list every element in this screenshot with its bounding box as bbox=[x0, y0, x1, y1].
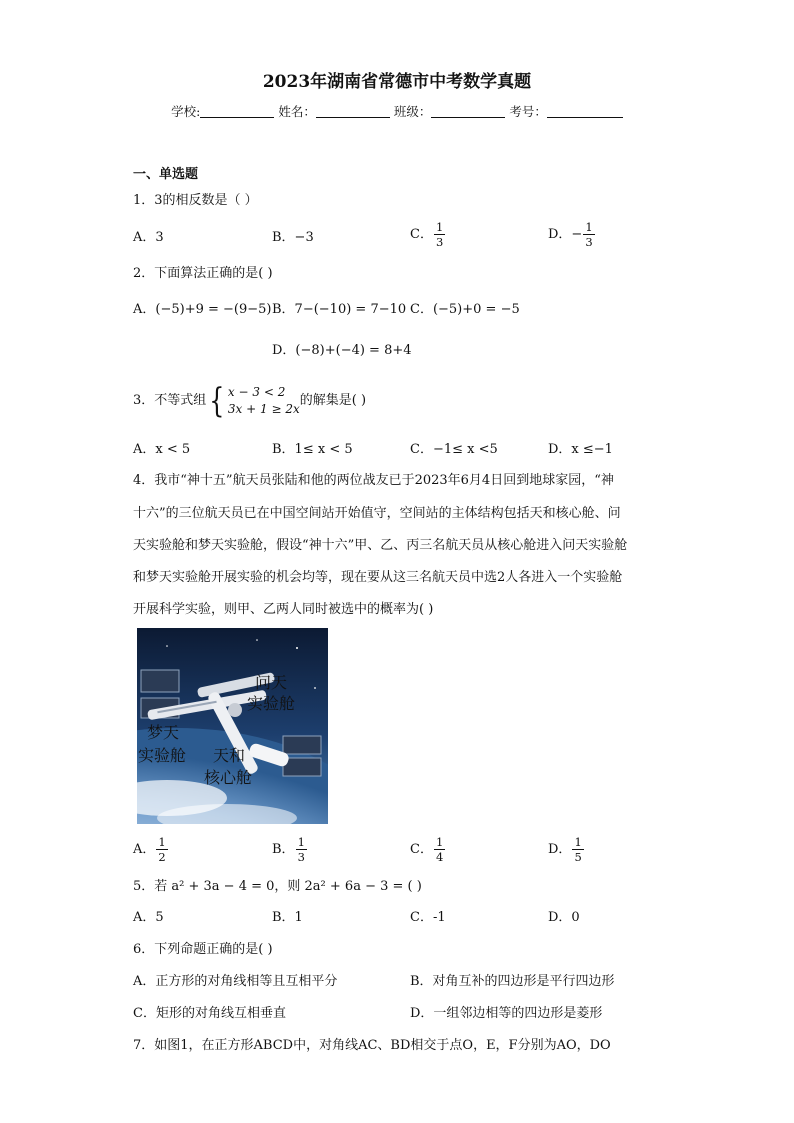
fraction-numerator: 1 bbox=[435, 835, 444, 849]
fraction-denominator: 3 bbox=[585, 235, 593, 249]
name-label: 姓名： bbox=[278, 104, 316, 119]
q6-option-c[interactable]: C．矩形的对角线互相垂直 bbox=[133, 1006, 286, 1021]
fraction-denominator: 4 bbox=[435, 850, 444, 864]
page-title: 2023年湖南省常德市中考数学真题 bbox=[262, 72, 532, 92]
q4-line-4: 和梦天实验舱开展实验的机会均等，现在要从这三名航天员中选2人各进入一个实验舱 bbox=[133, 570, 623, 585]
q4-line-5: 开展科学实验，则甲、乙两人同时被选中的概率为( ) bbox=[133, 602, 434, 617]
q4-line-3: 天实验舱和梦天实验舱，假设“神十六”甲、乙、丙三名航天员从核心舱进入问天实验舱 bbox=[133, 538, 628, 553]
q4-option-c-fraction bbox=[434, 836, 445, 863]
fraction-denominator: 5 bbox=[574, 850, 582, 864]
section-title: 一、单选题 bbox=[133, 167, 199, 182]
q4-option-a-fraction bbox=[156, 836, 167, 863]
label-tianhe-2: 核心舱 bbox=[204, 768, 253, 787]
q4-option-d[interactable] bbox=[548, 836, 585, 863]
q5-option-c[interactable]: C．-1 bbox=[410, 910, 446, 925]
label-wentian-1: 问天 bbox=[255, 673, 288, 692]
class-label: 班级： bbox=[393, 104, 432, 119]
inequality-2: 3x + 1 ≥ 2x bbox=[227, 401, 300, 416]
fraction-numerator: 1 bbox=[158, 835, 166, 849]
q1-option-d[interactable] bbox=[548, 221, 596, 248]
q4-option-a[interactable] bbox=[133, 836, 169, 863]
q2-option-b[interactable]: B．7−(−10) = 7−10 bbox=[272, 302, 407, 317]
q6-option-d[interactable]: D．一组邻边相等的四边形是菱形 bbox=[410, 1006, 603, 1021]
q4-option-d-fraction bbox=[572, 836, 583, 863]
q3-option-a[interactable]: A．x < 5 bbox=[133, 442, 191, 457]
q2-option-a[interactable]: A．(−5)+9 = −(9−5) bbox=[133, 302, 272, 317]
q3-option-b[interactable]: B．1≤ x < 5 bbox=[272, 442, 353, 457]
fraction-numerator: 1 bbox=[574, 835, 582, 849]
student-info-line bbox=[0, 104, 794, 120]
label-mengtian-2: 实验舱 bbox=[138, 746, 187, 765]
q5-stem: 5．若 a² + 3a − 4 = 0，则 2a² + 6a − 3 = ( ) bbox=[133, 879, 422, 894]
q4-option-a-label: A． bbox=[133, 842, 156, 857]
q1-stem: 1．3的相反数是（ ） bbox=[133, 193, 258, 208]
q1-option-d-fraction bbox=[583, 221, 594, 248]
school-label: 学校: bbox=[171, 104, 201, 119]
q4-option-c-label: C． bbox=[410, 842, 433, 857]
q3-option-d[interactable]: D．x ≤−1 bbox=[548, 442, 613, 457]
q6-option-b[interactable]: B．对角互补的四边形是平行四边形 bbox=[410, 974, 615, 989]
q4-option-b[interactable] bbox=[272, 836, 308, 863]
q4-line-2: 十六”的三位航天员已在中国空间站开始值守，空间站的主体结构包括天和核心舱、问 bbox=[133, 506, 621, 521]
fraction-denominator: 3 bbox=[435, 235, 444, 249]
q5-option-b[interactable]: B．1 bbox=[272, 910, 303, 925]
q5-option-a[interactable]: A．5 bbox=[133, 910, 164, 925]
q3-stem-prefix: 3．不等式组 bbox=[133, 393, 207, 408]
name-blank[interactable] bbox=[316, 104, 390, 118]
q1-option-c-label: C． bbox=[410, 227, 433, 242]
q1-option-d-label: D．− bbox=[548, 227, 583, 242]
class-blank[interactable] bbox=[431, 104, 505, 118]
q1-option-b[interactable]: B．−3 bbox=[272, 230, 314, 245]
fraction-denominator: 3 bbox=[297, 850, 305, 864]
space-station-image bbox=[137, 628, 328, 824]
q1-option-c[interactable] bbox=[410, 221, 446, 248]
fraction-numerator: 1 bbox=[297, 835, 305, 849]
label-wentian-2: 实验舱 bbox=[247, 694, 296, 713]
fraction-numerator: 1 bbox=[435, 220, 444, 234]
label-mengtian-1: 梦天 bbox=[147, 723, 180, 742]
q3-option-c[interactable]: C．−1≤ x <5 bbox=[410, 442, 498, 457]
inequality-system bbox=[228, 384, 300, 418]
q2-stem: 2．下面算法正确的是( ) bbox=[133, 266, 273, 281]
fraction-denominator: 2 bbox=[158, 850, 166, 864]
inequality-1: x − 3 < 2 bbox=[227, 384, 286, 399]
q4-option-c[interactable] bbox=[410, 836, 446, 863]
q3-stem-suffix: 的解集是( ) bbox=[299, 393, 367, 408]
q1-option-a[interactable]: A．3 bbox=[133, 230, 164, 245]
system-brace: { bbox=[209, 380, 225, 421]
q4-option-d-label: D． bbox=[548, 842, 572, 857]
q2-option-d[interactable]: D．(−8)+(−4) = 8+4 bbox=[272, 343, 412, 358]
q5-option-d[interactable]: D．0 bbox=[548, 910, 580, 925]
q3-stem bbox=[133, 381, 366, 421]
q1-option-c-fraction bbox=[434, 221, 445, 248]
q2-option-c[interactable]: C．(−5)+0 = −5 bbox=[410, 302, 520, 317]
q6-stem: 6．下列命题正确的是( ) bbox=[133, 942, 273, 957]
q4-option-b-fraction bbox=[296, 836, 307, 863]
exam-no-blank[interactable] bbox=[547, 104, 623, 118]
school-blank[interactable] bbox=[200, 104, 274, 118]
exam-no-label: 考号： bbox=[509, 104, 547, 119]
q7-stem: 7．如图1，在正方形ABCD中，对角线AC、BD相交于点O，E，F分别为AO，DO bbox=[133, 1038, 611, 1053]
q6-option-a[interactable]: A．正方形的对角线相等且互相平分 bbox=[133, 974, 338, 989]
q4-option-b-label: B． bbox=[272, 842, 295, 857]
q4-line-1: 4．我市“神十五”航天员张陆和他的两位战友已于2023年6月4日回到地球家园，“神 bbox=[133, 473, 614, 488]
fraction-numerator: 1 bbox=[585, 220, 593, 234]
label-tianhe-1: 天和 bbox=[213, 746, 246, 765]
